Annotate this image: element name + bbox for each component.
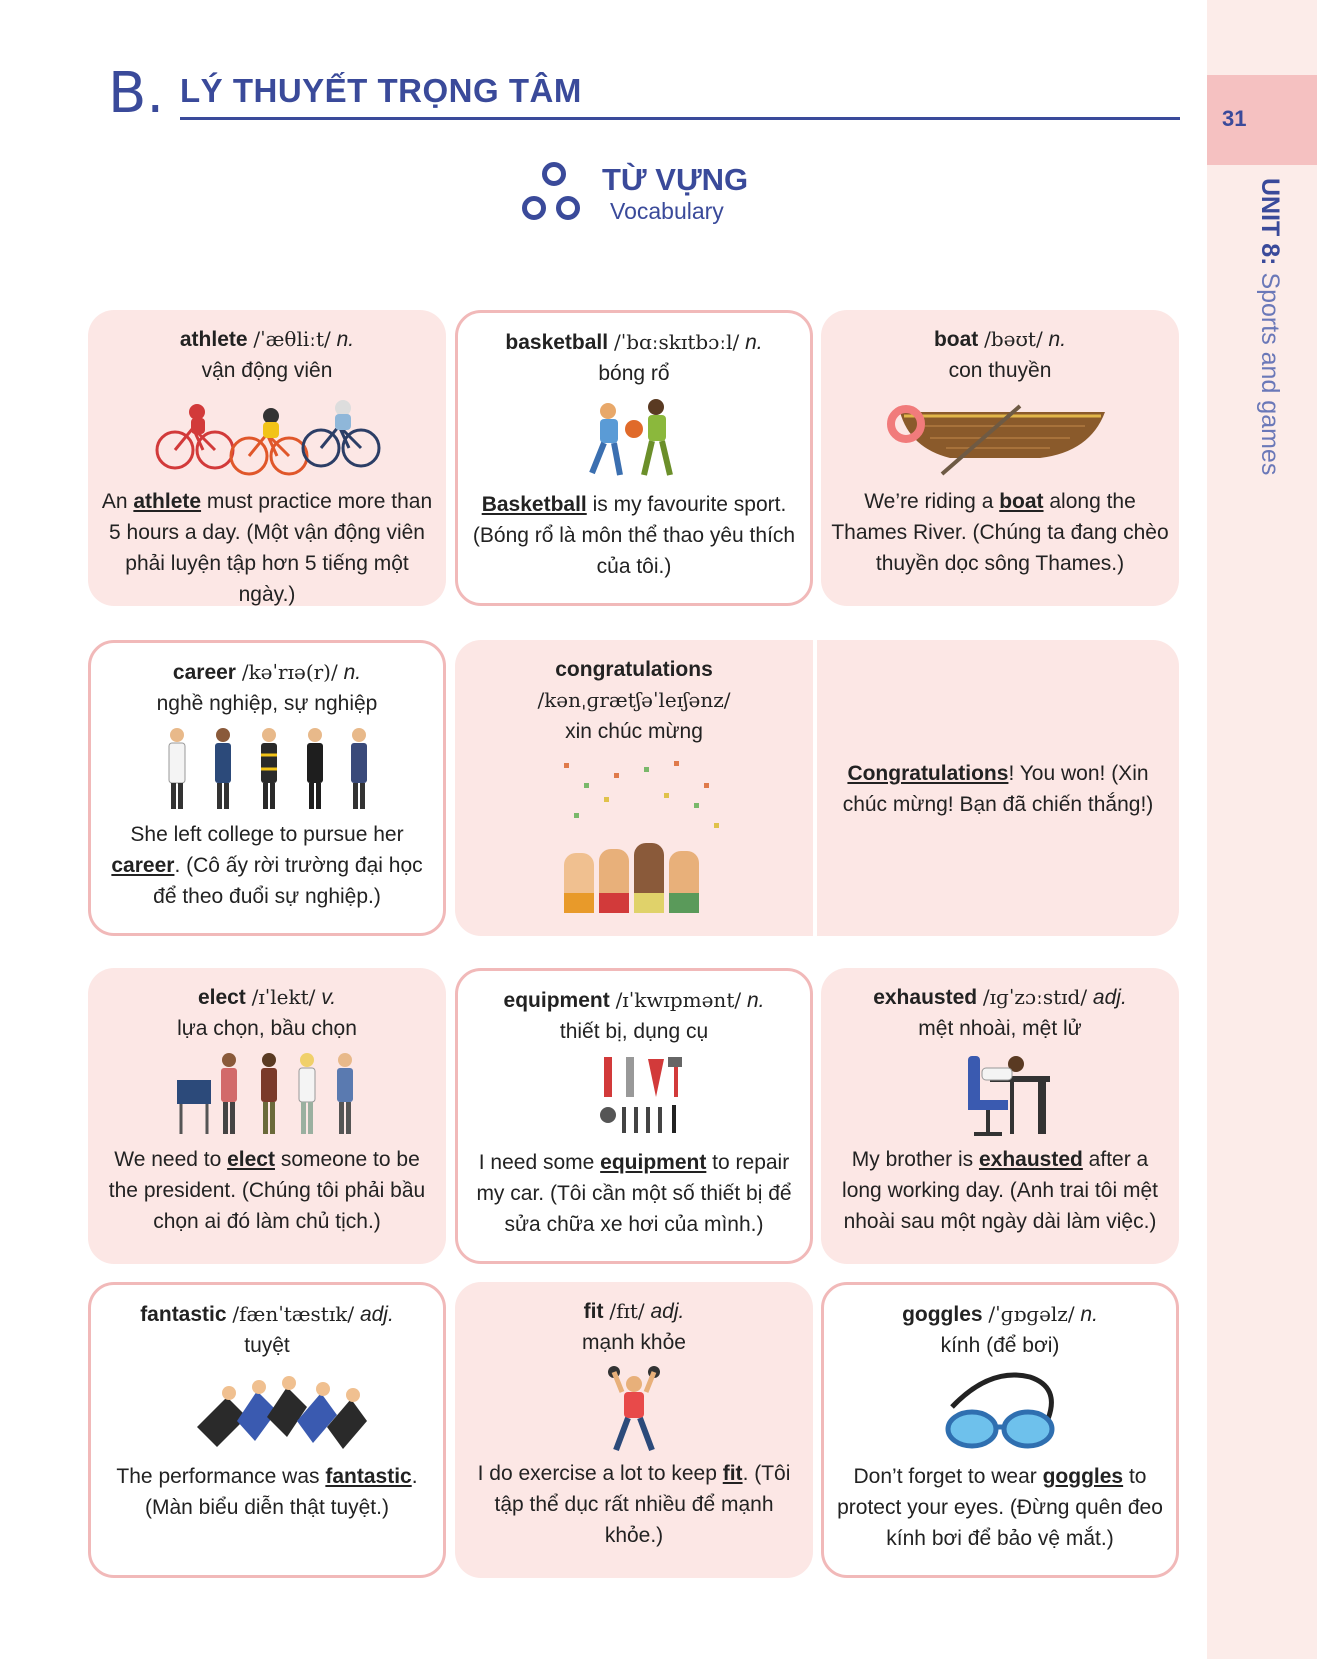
card-meaning: nghề nghiệp, sự nghiệp	[156, 692, 378, 715]
card-headword: elect /ɪˈlekt/ v.	[197, 985, 337, 1009]
card-headword: athlete /ˈæθliːt/ n.	[179, 327, 355, 351]
card-meaning: mạnh khỏe	[582, 1331, 686, 1354]
tired-worker-icon	[870, 1050, 1130, 1140]
vocab-subtitle: Vocabulary	[610, 198, 724, 224]
card-headword: congratulations	[555, 658, 713, 681]
card-example: We’re riding a boat along the Thames River. (Chúng ta đang chèo thuyền dọc sông Thames.)	[831, 490, 1169, 575]
basketball-players-icon	[504, 395, 764, 485]
unit-title: Sports and games	[1256, 265, 1284, 476]
card-example: Basketball is my favourite sport. (Bóng rổ là môn thể thao yêu thích của tôi.)	[472, 493, 796, 578]
unit-bold: UNIT 8:	[1256, 178, 1284, 266]
applause-icon	[137, 1367, 397, 1457]
section-title: LÝ THUYẾT TRỌNG TÂM	[180, 72, 582, 109]
vocab-card-fantastic	[88, 1282, 446, 1578]
vocab-card-athlete	[88, 310, 446, 606]
professionals-icon	[137, 725, 397, 815]
card-ipa: /kənˌɡrætʃəˈleɪʃənz/	[537, 688, 731, 712]
card-example: Don’t forget to wear goggles to protect your eyes. (Đừng quên đeo kính bơi để bảo vệ mắt.)	[837, 1465, 1163, 1550]
card-headword: boat /bəʊt/ n.	[933, 327, 1067, 351]
card-meaning: con thuyền	[948, 359, 1052, 382]
card-headword: career /kəˈrɪə(r)/ n.	[172, 660, 362, 684]
vocab-card-fit	[455, 1282, 813, 1578]
circles-icon	[522, 162, 586, 226]
card-example: I need some equipment to repair my car. (Tôi cần một số thiết bị để sửa chữa xe hơi của mình.)	[476, 1151, 792, 1236]
vocab-title: TỪ VỰNG	[602, 162, 749, 197]
card-example: I do exercise a lot to keep fit. (Tôi tập thể dục rất nhiều để mạnh khỏe.)	[477, 1462, 791, 1547]
card-example: We need to elect someone to be the president. (Chúng tôi phải bầu chọn ai đó làm chủ tịch.)	[108, 1148, 426, 1233]
celebration-hands-icon	[504, 753, 764, 913]
card-example: The performance was fantastic. (Màn biểu diễn thật tuyệt.)	[116, 1465, 418, 1519]
goggles-icon	[870, 1367, 1130, 1457]
card-headword: goggles /ˈɡɒɡəlz/ n.	[902, 1302, 1098, 1326]
vocab-card-boat	[821, 310, 1179, 606]
vocab-card-goggles	[821, 1282, 1179, 1578]
card-headword: fantastic /fænˈtæstɪk/ adj.	[140, 1302, 394, 1326]
weightlifter-icon	[504, 1364, 764, 1454]
card-headword: exhausted /ɪɡˈzɔːstɪd/ adj.	[873, 985, 1127, 1009]
cyclists-icon	[137, 392, 397, 482]
card-headword: fit /fɪt/ adj.	[583, 1299, 685, 1323]
card-example: My brother is exhausted after a long working day. (Anh trai tôi mệt nhoài sau một ngày dài làm việc.)	[842, 1148, 1158, 1233]
vocab-card-equipment	[455, 968, 813, 1264]
card-headword: equipment /ɪˈkwɪpmənt/ n.	[503, 988, 765, 1012]
card-meaning: kính (để bơi)	[940, 1334, 1060, 1357]
card-example: An athlete must practice more than 5 hours a day. (Một vận động viên phải luyện tập hơn 5 tiếng một ngày.)	[101, 490, 433, 606]
vocab-card-elect	[88, 968, 446, 1264]
vocab-card-exhausted	[821, 968, 1179, 1264]
card-meaning: vận động viên	[201, 359, 333, 382]
card-example: Congratulations! You won! (Xin chúc mừng! Bạn đã chiến thắng!)	[842, 762, 1154, 816]
card-meaning: bóng rổ	[598, 362, 670, 385]
vocab-card-basketball	[455, 310, 813, 606]
card-headword: basketball /ˈbɑːskɪtbɔːl/ n.	[505, 330, 763, 354]
boat-icon	[870, 392, 1130, 482]
vocab-card-congratulations-example	[817, 640, 1179, 936]
tools-icon	[504, 1053, 764, 1143]
section-letter: B.	[108, 61, 165, 126]
card-divider	[815, 640, 817, 936]
card-meaning: xin chúc mừng	[565, 720, 703, 743]
card-meaning: tuyệt	[244, 1334, 290, 1357]
card-meaning: lựa chọn, bầu chọn	[177, 1017, 357, 1040]
card-meaning: mệt nhoài, mệt lử	[918, 1017, 1082, 1040]
card-example: She left college to pursue her career. (Cô ấy rời trường đại học để theo đuổi sự nghiệp.)	[111, 823, 423, 908]
vocab-card-career	[88, 640, 446, 936]
vocab-card-congratulations	[455, 640, 813, 936]
card-meaning: thiết bị, dụng cụ	[559, 1020, 709, 1043]
section-divider	[180, 117, 1180, 120]
voters-icon	[137, 1050, 397, 1140]
unit-label	[1255, 178, 1284, 475]
page-number: 31	[1222, 106, 1247, 131]
